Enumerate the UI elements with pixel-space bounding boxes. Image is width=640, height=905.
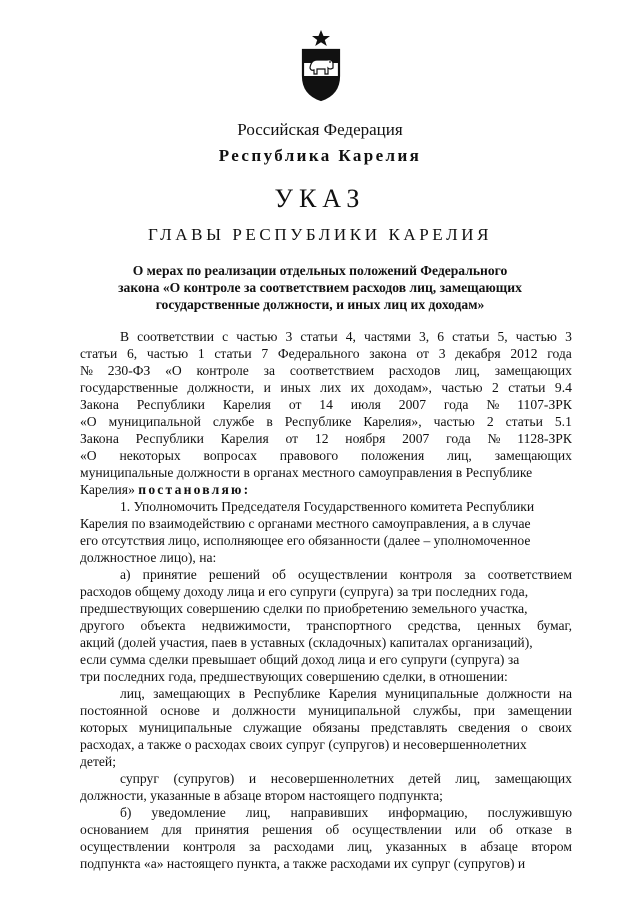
word: 1107-ЗРК [517,397,572,412]
word: положения [361,448,425,463]
word: В [120,329,130,344]
word: супруг [120,771,159,786]
word: детей [408,771,441,786]
word: замещающих [494,363,572,378]
decree-title [95,262,545,313]
word: июля [350,397,381,412]
word: осуществлении [298,567,388,582]
word: ноября [345,431,386,446]
body-line [80,328,572,345]
word: за [263,363,276,378]
word: 3 [438,346,446,361]
word: принятие [142,567,197,582]
word: доходам», [374,380,432,395]
word: службы, [412,703,462,718]
word: основе [160,703,200,718]
word: 5, [497,329,508,344]
word: объекта [140,618,186,633]
word: статьи [505,414,543,429]
word: статьи [508,380,546,395]
issuer-title: ГЛАВЫ РЕСПУБЛИКИ КАРЕЛИЯ [147,225,493,244]
word: другого [80,618,125,633]
word: статьи [80,346,118,361]
body-line [80,600,572,617]
word: от [285,431,299,446]
word: лиц, [347,839,373,854]
body-line [80,447,572,464]
word: соответствием [289,363,375,378]
line-text: предшествующих совершению сделки по приобретению земельного участка, [80,601,528,616]
word: муниципальные [385,686,479,701]
word: вопросах [203,448,257,463]
word: 2012 [510,346,538,361]
body-line [80,345,572,362]
word: лиц, [245,805,271,820]
word: частью [236,329,278,344]
word: своих [538,720,572,735]
word: транспортного [306,618,392,633]
body-line [80,821,572,838]
body-line [80,396,572,413]
word: некоторых [119,448,181,463]
word: в [460,839,467,854]
word: замещении [507,703,572,718]
word: Республики [136,397,205,412]
word: 5.1 [554,414,572,429]
word: замещающих [153,686,231,701]
word: с [222,329,229,344]
line-text: подпункта «а» настоящего пункта, а также расходами их супруг (супругов) и [80,856,526,871]
word: 3, [418,329,430,344]
word: указанных [385,839,447,854]
line-text: три последних года, предшествующих совершению сделки, в отношении: [80,669,508,684]
word: лиц, [455,363,480,378]
word: закона [369,346,407,361]
word: решений [208,567,261,582]
line-text: акций (долей участия, паев в уставных (складочных) капиталах организаций), [80,635,533,650]
word: втором [531,839,572,854]
word: информацию, [388,805,468,820]
resolve-word: постановляю: [138,482,251,497]
word: об [272,567,286,582]
word: Республике [284,414,352,429]
word: лих [320,380,342,395]
word: их [350,380,365,395]
word: от [416,346,429,361]
body-line [80,736,572,753]
word: лиц, [447,448,472,463]
word: расходов [388,363,441,378]
word: должности, [187,380,255,395]
word: контроле [196,363,249,378]
word: ценных [477,618,521,633]
body-line [80,583,572,600]
word: «О [165,363,182,378]
line-text: должностное лицо), на: [80,550,217,565]
word: об [325,822,340,837]
word: службе [212,414,255,429]
republic-name: Республика Карелия [218,146,422,165]
body-line [80,481,572,498]
word: должности [232,703,296,718]
body-line [80,379,572,396]
word: абзаце [480,839,518,854]
body-line [80,804,572,821]
word: статьи [452,329,490,344]
word: 6 [437,329,445,344]
word: и [212,703,220,718]
line-text: 1. Уполномочить Председателя Государственного комитета Республики [120,499,535,514]
word: муниципальные [138,720,233,735]
word: иных [280,380,311,395]
line-text: муниципальные должности в органах местного самоуправления в Республике [80,465,533,480]
word: послужившую [487,805,572,820]
word: Федерального [277,346,360,361]
word: лиц, [120,686,145,701]
body-line [80,498,572,515]
word: в [266,414,273,429]
coat-of-arms-icon [297,30,345,102]
word: 1 [197,346,205,361]
word: Закона [80,397,119,412]
word: отказе [516,822,553,837]
word: а) [120,567,131,582]
word: осуществлении [80,839,170,854]
line-text: если сумма сделки превышает общий доход лица и его супруги (супруга) за [80,652,520,667]
word: обязаны [312,720,360,735]
word: за [464,567,476,582]
word: правового [279,448,339,463]
word: муниципальной [308,703,401,718]
body-line [80,515,572,532]
word: муниципальной [108,414,201,429]
word: средства, [407,618,461,633]
word: 2007 [402,431,430,446]
word: 3 [285,329,293,344]
body-line [80,362,572,379]
word: должности [486,686,551,701]
body-line [80,838,572,855]
word: основанием [80,822,149,837]
line-text: Карелия» [80,482,135,497]
word: № [80,363,93,378]
word: 3 [565,329,572,344]
body-line [80,702,572,719]
title-line: закона «О контроле за соответствием расходов лиц, замещающих [118,280,522,295]
body-line [80,668,572,685]
word: Карелия [328,686,377,701]
line-text: расходов общему доходу лица и его супруги (супруга) за три последних года, [80,584,529,599]
word: служащие [242,720,302,735]
line-text: расходах, а также о расходах своих супруг (супругов) и несовершеннолетних [80,737,527,752]
word: декабря [455,346,501,361]
title-line: государственные должности, и иных лиц их доходам» [155,297,485,312]
word: частью [433,414,475,429]
word: частью [441,380,483,395]
body-line [80,685,572,702]
word: Карелия [220,431,269,446]
word: 230-ФЗ [107,363,151,378]
body-line [80,549,572,566]
body-line [80,719,572,736]
word: бумаг, [537,618,572,633]
word: Карелия», [363,414,422,429]
word: года [443,397,469,412]
word: государственные [80,380,178,395]
word: постоянной [80,703,148,718]
body-line [80,617,572,634]
word: при [473,703,496,718]
body-line [80,787,572,804]
word: № [486,397,500,412]
word: Республики [135,431,204,446]
word: 4, [345,329,356,344]
word: 9.4 [554,380,572,395]
word: 2 [486,414,494,429]
word: принятия [194,822,250,837]
body-line [80,855,572,872]
word: 7 [261,346,269,361]
word: направивших [290,805,369,820]
word: соответствии [137,329,214,344]
country-name: Российская Федерация [237,120,403,139]
word: 2 [491,380,499,395]
word: и [263,380,271,395]
word: лиц, [455,771,481,786]
body-line [80,566,572,583]
word: в [565,822,572,837]
word: частями [364,329,411,344]
word: 6, [126,346,138,361]
word: 12 [314,431,329,446]
word: сведения [458,720,511,735]
word: № [487,431,501,446]
word: несовершеннолетних [270,771,395,786]
word: в [238,686,246,701]
word: 1128-ЗРК [517,431,572,446]
word: (супругов) [173,771,235,786]
title-line: О мерах по реализации отдельных положений Федерального [132,263,508,278]
word: 14 [319,397,333,412]
word: от [288,397,302,412]
word: недвижимости, [201,618,291,633]
word: соответствием [487,567,572,582]
word: для [161,822,182,837]
body-line [80,532,572,549]
word: и [248,771,257,786]
word: об [489,822,503,837]
word: статьи [300,329,338,344]
word: Закона [80,431,119,446]
body-line [80,464,572,481]
line-text: детей; [80,754,116,769]
word: замещающих [494,771,572,786]
word: контроля [399,567,453,582]
word: расходами [273,839,335,854]
body-line [80,413,572,430]
word: контроля [182,839,236,854]
word: статьи [214,346,252,361]
word: которых [80,720,128,735]
word: представлять [370,720,448,735]
body-line [80,770,572,787]
body-line [80,430,572,447]
line-text: должности, указанные в абзаце втором настоящего подпункта; [80,788,443,803]
word: Республике [253,686,321,701]
word: замещающих [494,448,572,463]
word: осуществлении [352,822,442,837]
word: частью [146,346,189,361]
word: на [558,686,572,701]
word: решения [262,822,313,837]
body-line [80,634,572,651]
decree-body [80,328,572,872]
word: «О [80,448,97,463]
word: года [446,431,471,446]
word: уведомление [151,805,226,820]
word: года [547,346,572,361]
word: «О [80,414,97,429]
word: частью [515,329,557,344]
word: за [248,839,261,854]
document-type: УКАЗ [274,184,366,213]
line-text: Карелия по взаимодействию с органами местного самоуправления, а в случае [80,516,531,531]
line-text: его отсутствия лицо, исполняющее его обязанности (далее – уполномоченное [80,533,531,548]
word: б) [120,805,132,820]
body-line [80,651,572,668]
body-line [80,753,572,770]
word: или [454,822,477,837]
word: Карелия [222,397,271,412]
word: 2007 [398,397,426,412]
word: о [521,720,528,735]
